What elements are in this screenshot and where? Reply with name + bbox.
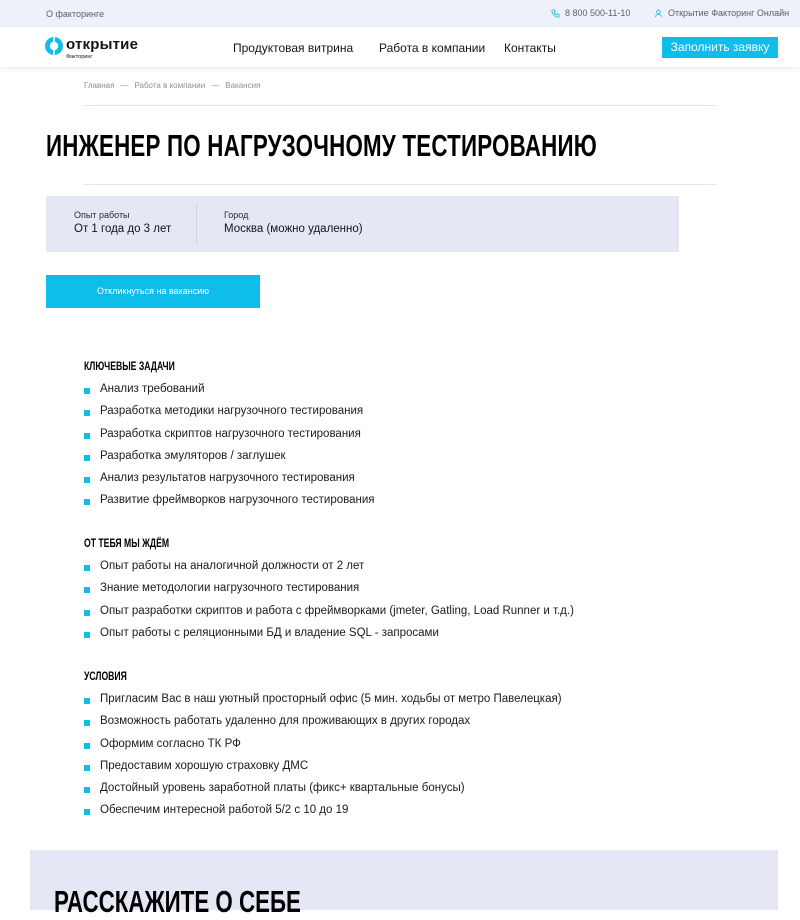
square-bullet-icon — [84, 565, 90, 571]
list-item: Разработка методики нагрузочного тестирования — [84, 405, 375, 427]
nav-contacts[interactable]: Контакты — [504, 41, 556, 55]
breadcrumb-current: Вакансия — [225, 81, 261, 90]
city-label: Город — [224, 210, 249, 220]
list-item: Обеспечим интересной работой 5/2 с 10 до 19 — [84, 804, 562, 826]
square-bullet-icon — [84, 743, 90, 749]
list-item: Пригласим Вас в наш уютный просторный офис (5 мин. ходьбы от метро Павелецкая) — [84, 693, 562, 715]
top-utility-bar — [0, 0, 800, 27]
square-bullet-icon — [84, 610, 90, 616]
breadcrumb — [84, 81, 260, 90]
square-bullet-icon — [84, 698, 90, 704]
apply-button[interactable]: Заполнить заявку — [662, 37, 778, 58]
list-item: Оформим согласно ТК РФ — [84, 738, 562, 760]
experience-block — [74, 210, 171, 235]
experience-label: Опыт работы — [74, 210, 130, 220]
square-bullet-icon — [84, 388, 90, 394]
city-value: Москва (можно удаленно) — [224, 223, 363, 235]
info-divider — [196, 203, 197, 245]
section-heading: КЛЮЧЕВЫЕ ЗАДАЧИ — [84, 359, 175, 373]
square-bullet-icon — [84, 455, 90, 461]
phone-link[interactable] — [551, 8, 630, 18]
list-item: Анализ требований — [84, 383, 375, 405]
square-bullet-icon — [84, 477, 90, 483]
section-heading: ОТ ТЕБЯ МЫ ЖДЁМ — [84, 536, 170, 550]
list-item: Возможность работать удаленно для проживающих в других городах — [84, 715, 562, 737]
section-key-tasks — [84, 359, 375, 507]
list-item: Опыт работы с реляционными БД и владение SQL - запросами — [84, 627, 574, 649]
square-bullet-icon — [84, 499, 90, 505]
list-item: Опыт работы на аналогичной должности от 2 лет — [84, 560, 574, 582]
online-service-link[interactable] — [654, 8, 789, 18]
experience-value: От 1 года до 3 лет — [74, 223, 172, 235]
nav-careers[interactable]: Работа в компании — [379, 41, 486, 55]
section-requirements — [84, 536, 574, 639]
list-item: Развитие фреймворков нагрузочного тестирования — [84, 494, 375, 516]
square-bullet-icon — [84, 433, 90, 439]
about-factoring-link[interactable]: О факторинге — [46, 9, 105, 19]
list-item: Предоставим хорошую страховку ДМС — [84, 760, 562, 782]
breadcrumb-separator: — — [120, 81, 129, 90]
breadcrumb-separator: — — [211, 81, 220, 90]
square-bullet-icon — [84, 720, 90, 726]
square-bullet-icon — [84, 809, 90, 815]
square-bullet-icon — [84, 632, 90, 638]
section-heading: РАССКАЖИТЕ О СЕБЕ — [54, 884, 301, 919]
vacancy-info-panel — [46, 196, 679, 252]
conditions-list — [84, 693, 562, 827]
company-logo[interactable] — [44, 36, 144, 62]
list-item: Анализ результатов нагрузочного тестирования — [84, 472, 375, 494]
list-item: Разработка эмуляторов / заглушек — [84, 450, 375, 472]
page-title: ИНЖЕНЕР ПО НАГРУЗОЧНОМУ ТЕСТИРОВАНИЮ — [46, 128, 597, 163]
section-conditions — [84, 669, 562, 817]
divider — [84, 184, 716, 185]
square-bullet-icon — [84, 765, 90, 771]
user-icon — [654, 9, 663, 18]
logo-subtitle: Факторинг — [66, 54, 93, 60]
list-item: Разработка скриптов нагрузочного тестирования — [84, 428, 375, 450]
logo-name: открытие — [66, 36, 139, 53]
list-item: Знание методологии нагрузочного тестирования — [84, 582, 574, 604]
tell-about-yourself-section — [30, 850, 778, 919]
phone-icon — [551, 9, 560, 18]
online-service-label: Открытие Факторинг Онлайн — [668, 8, 790, 18]
logo-mark-icon — [44, 36, 64, 61]
square-bullet-icon — [84, 410, 90, 416]
divider — [84, 105, 716, 106]
main-header — [0, 27, 800, 67]
respond-to-vacancy-button[interactable]: Откликнуться на вакансию — [46, 275, 260, 308]
section-heading: УСЛОВИЯ — [84, 669, 127, 683]
requirements-list — [84, 560, 574, 649]
square-bullet-icon — [84, 587, 90, 593]
square-bullet-icon — [84, 787, 90, 793]
city-block — [224, 210, 363, 235]
list-item: Опыт разработки скриптов и работа с фреймворками (jmeter, Gatling, Load Runner и т.д.) — [84, 605, 574, 627]
breadcrumb-careers[interactable]: Работа в компании — [134, 81, 206, 90]
list-item: Достойный уровень заработной платы (фикс+ квартальные бонусы) — [84, 782, 562, 804]
key-tasks-list — [84, 383, 375, 517]
phone-number: 8 800 500-11-10 — [565, 8, 631, 18]
nav-product-showcase[interactable]: Продуктовая витрина — [233, 41, 354, 55]
breadcrumb-home[interactable]: Главная — [84, 81, 115, 90]
